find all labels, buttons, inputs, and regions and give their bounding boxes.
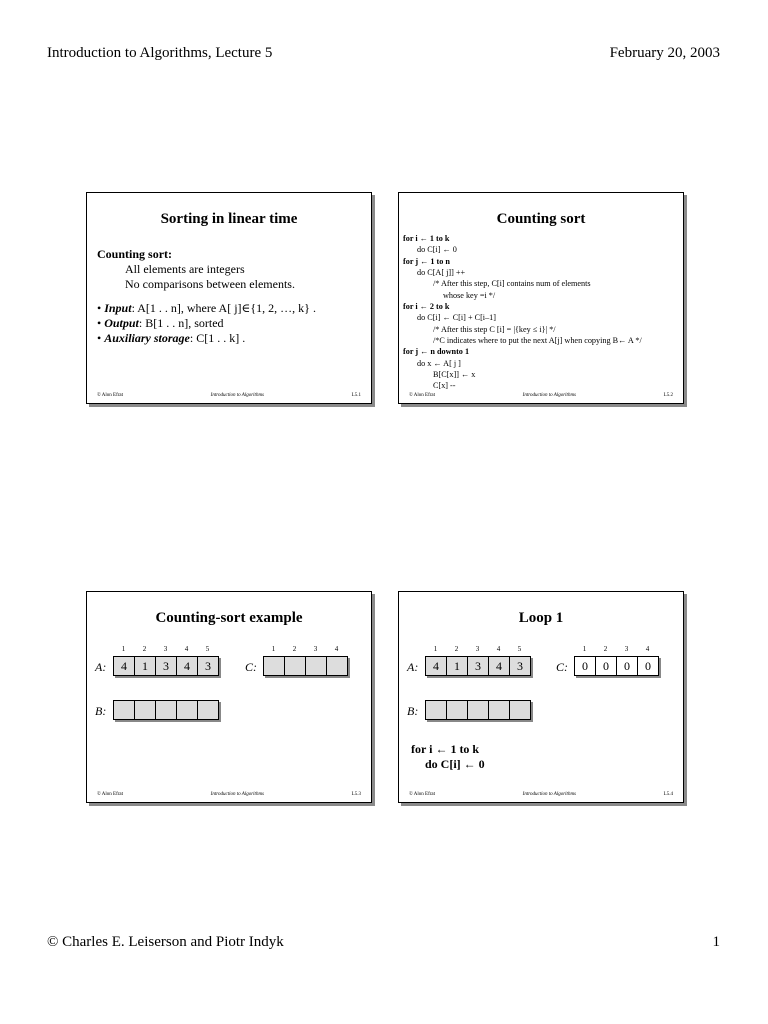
array-c-indices: 1 2 3 4	[582, 645, 650, 653]
code-line: for j ← 1 to n	[403, 256, 450, 266]
array-a-indices: 1 2 3 4 5	[121, 645, 210, 653]
array-cell	[489, 701, 510, 719]
slide-footer-left: © Alon Efrat	[97, 393, 124, 398]
array-a-indices: 1 2 3 4 5	[433, 645, 522, 653]
code-line: do x ← A[ j ]	[417, 358, 461, 368]
array-cell	[510, 701, 530, 719]
array-cell	[327, 657, 347, 675]
array-cell	[264, 657, 285, 675]
array-c	[574, 656, 659, 676]
page-header-left: Introduction to Algorithms, Lecture 5	[47, 45, 273, 61]
slide-title: Sorting in linear time	[160, 211, 298, 227]
page-number: 1	[712, 934, 720, 950]
slide-footer-right: L5.2	[663, 393, 673, 398]
array-cell	[177, 701, 198, 719]
bullet-item: • Output: B[1 . . n], sorted	[97, 316, 224, 330]
slide-footer-right: L5.1	[351, 393, 361, 398]
array-cell	[114, 701, 135, 719]
array-cell: 4	[426, 657, 447, 675]
array-a	[113, 656, 219, 676]
array-c-indices: 1 2 3 4	[271, 645, 339, 653]
array-c-label: C:	[556, 660, 568, 674]
bullet-item: • Auxiliary storage: C[1 . . k] .	[97, 331, 246, 345]
array-cell	[447, 701, 468, 719]
bullet-label: Output	[104, 316, 139, 330]
slide-heading: Counting sort:	[97, 247, 173, 261]
slide-title: Counting-sort example	[155, 610, 303, 626]
array-cell	[468, 701, 489, 719]
bullet-label: Input	[104, 301, 132, 315]
array-cell: 4	[114, 657, 135, 675]
code-line: for i ← 1 to k	[411, 742, 480, 756]
bullet-text: : A[1 . . n], where A[ j]∈{1, 2, …, k} .	[131, 301, 316, 315]
code-line: for i ← 2 to k	[403, 302, 450, 312]
code-line: for j ← n downto 1	[403, 347, 470, 357]
array-cell: 0	[617, 657, 638, 675]
bullet-item: • Input: A[1 . . n], where A[ j]∈{1, 2, …, k} .	[97, 301, 316, 315]
array-b	[113, 700, 219, 720]
slide-footer-left: © Alon Efrat	[409, 792, 436, 797]
array-cell: 3	[156, 657, 177, 675]
code-line: C[x] --	[433, 381, 456, 391]
array-b-label: B:	[407, 704, 419, 718]
slide-footer	[409, 393, 673, 398]
slide-footer-right: L5.3	[351, 792, 361, 797]
page-header-right: February 20, 2003	[609, 45, 720, 61]
array-cell	[198, 701, 218, 719]
code-line: for i ← 1 to k	[403, 234, 450, 243]
array-cell	[306, 657, 327, 675]
array-cell: 4	[489, 657, 510, 675]
array-b-label: B:	[95, 704, 107, 718]
array-a-label: A:	[95, 660, 107, 674]
array-cell: 1	[135, 657, 156, 675]
slide-2	[398, 192, 684, 404]
code-line: do C[i] ← 0	[417, 245, 457, 255]
array-a-label: A:	[407, 660, 419, 674]
slide-line: All elements are integers	[125, 262, 245, 276]
slide-footer	[97, 393, 361, 398]
array-b	[425, 700, 531, 720]
bullet-label: Auxiliary storage	[104, 331, 190, 345]
slide-footer	[97, 792, 361, 797]
slide-footer	[409, 792, 673, 797]
array-cell	[135, 701, 156, 719]
code-line: /* After this step C [i] = |{key ≤ i}| */	[433, 324, 556, 334]
slide-footer-left: © Alon Efrat	[409, 393, 436, 398]
slide-footer-center: Introduction to Algorithms	[210, 393, 265, 398]
slide-footer-center: Introduction to Algorithms	[522, 792, 577, 797]
slide-3	[86, 591, 372, 803]
bullet-text: : C[1 . . k] .	[189, 331, 246, 345]
code-line: do C[i] ← C[i] + C[i–1]	[417, 313, 496, 323]
slide-footer-center: Introduction to Algorithms	[522, 393, 577, 398]
array-cell	[156, 701, 177, 719]
array-cell: 0	[575, 657, 596, 675]
code-line: /*C indicates where to put the next A[j] when copying B← A */	[433, 336, 642, 346]
array-cell	[285, 657, 306, 675]
pseudocode-block	[403, 233, 642, 392]
array-cell: 0	[638, 657, 658, 675]
code-line: do C[i] ← 0	[425, 757, 485, 771]
array-c	[263, 656, 348, 676]
slide-title: Counting sort	[496, 211, 586, 227]
array-cell: 4	[177, 657, 198, 675]
array-cell	[426, 701, 447, 719]
bullet-text: : B[1 . . n], sorted	[138, 316, 224, 330]
slide-footer-left: © Alon Efrat	[97, 792, 124, 797]
array-cell: 3	[198, 657, 218, 675]
code-line: do C[A[ j]] ++	[417, 268, 466, 278]
slide-title: Loop 1	[518, 610, 564, 626]
slide-4	[398, 591, 684, 803]
page-footer-left: © Charles E. Leiserson and Piotr Indyk	[47, 934, 284, 950]
code-line: whose key =i */	[443, 290, 496, 300]
slide-footer-right: L5.4	[663, 792, 673, 797]
slide-1	[86, 192, 372, 404]
array-cell: 0	[596, 657, 617, 675]
array-cell: 3	[510, 657, 530, 675]
code-line: B[C[x]] ← x	[433, 370, 476, 380]
code-line: /* After this step, C[i] contains num of elements	[433, 279, 591, 289]
slide-footer-center: Introduction to Algorithms	[210, 792, 265, 797]
array-a	[425, 656, 531, 676]
array-cell: 3	[468, 657, 489, 675]
slide-line: No comparisons between elements.	[125, 277, 295, 291]
array-cell: 1	[447, 657, 468, 675]
array-c-label: C:	[245, 660, 257, 674]
